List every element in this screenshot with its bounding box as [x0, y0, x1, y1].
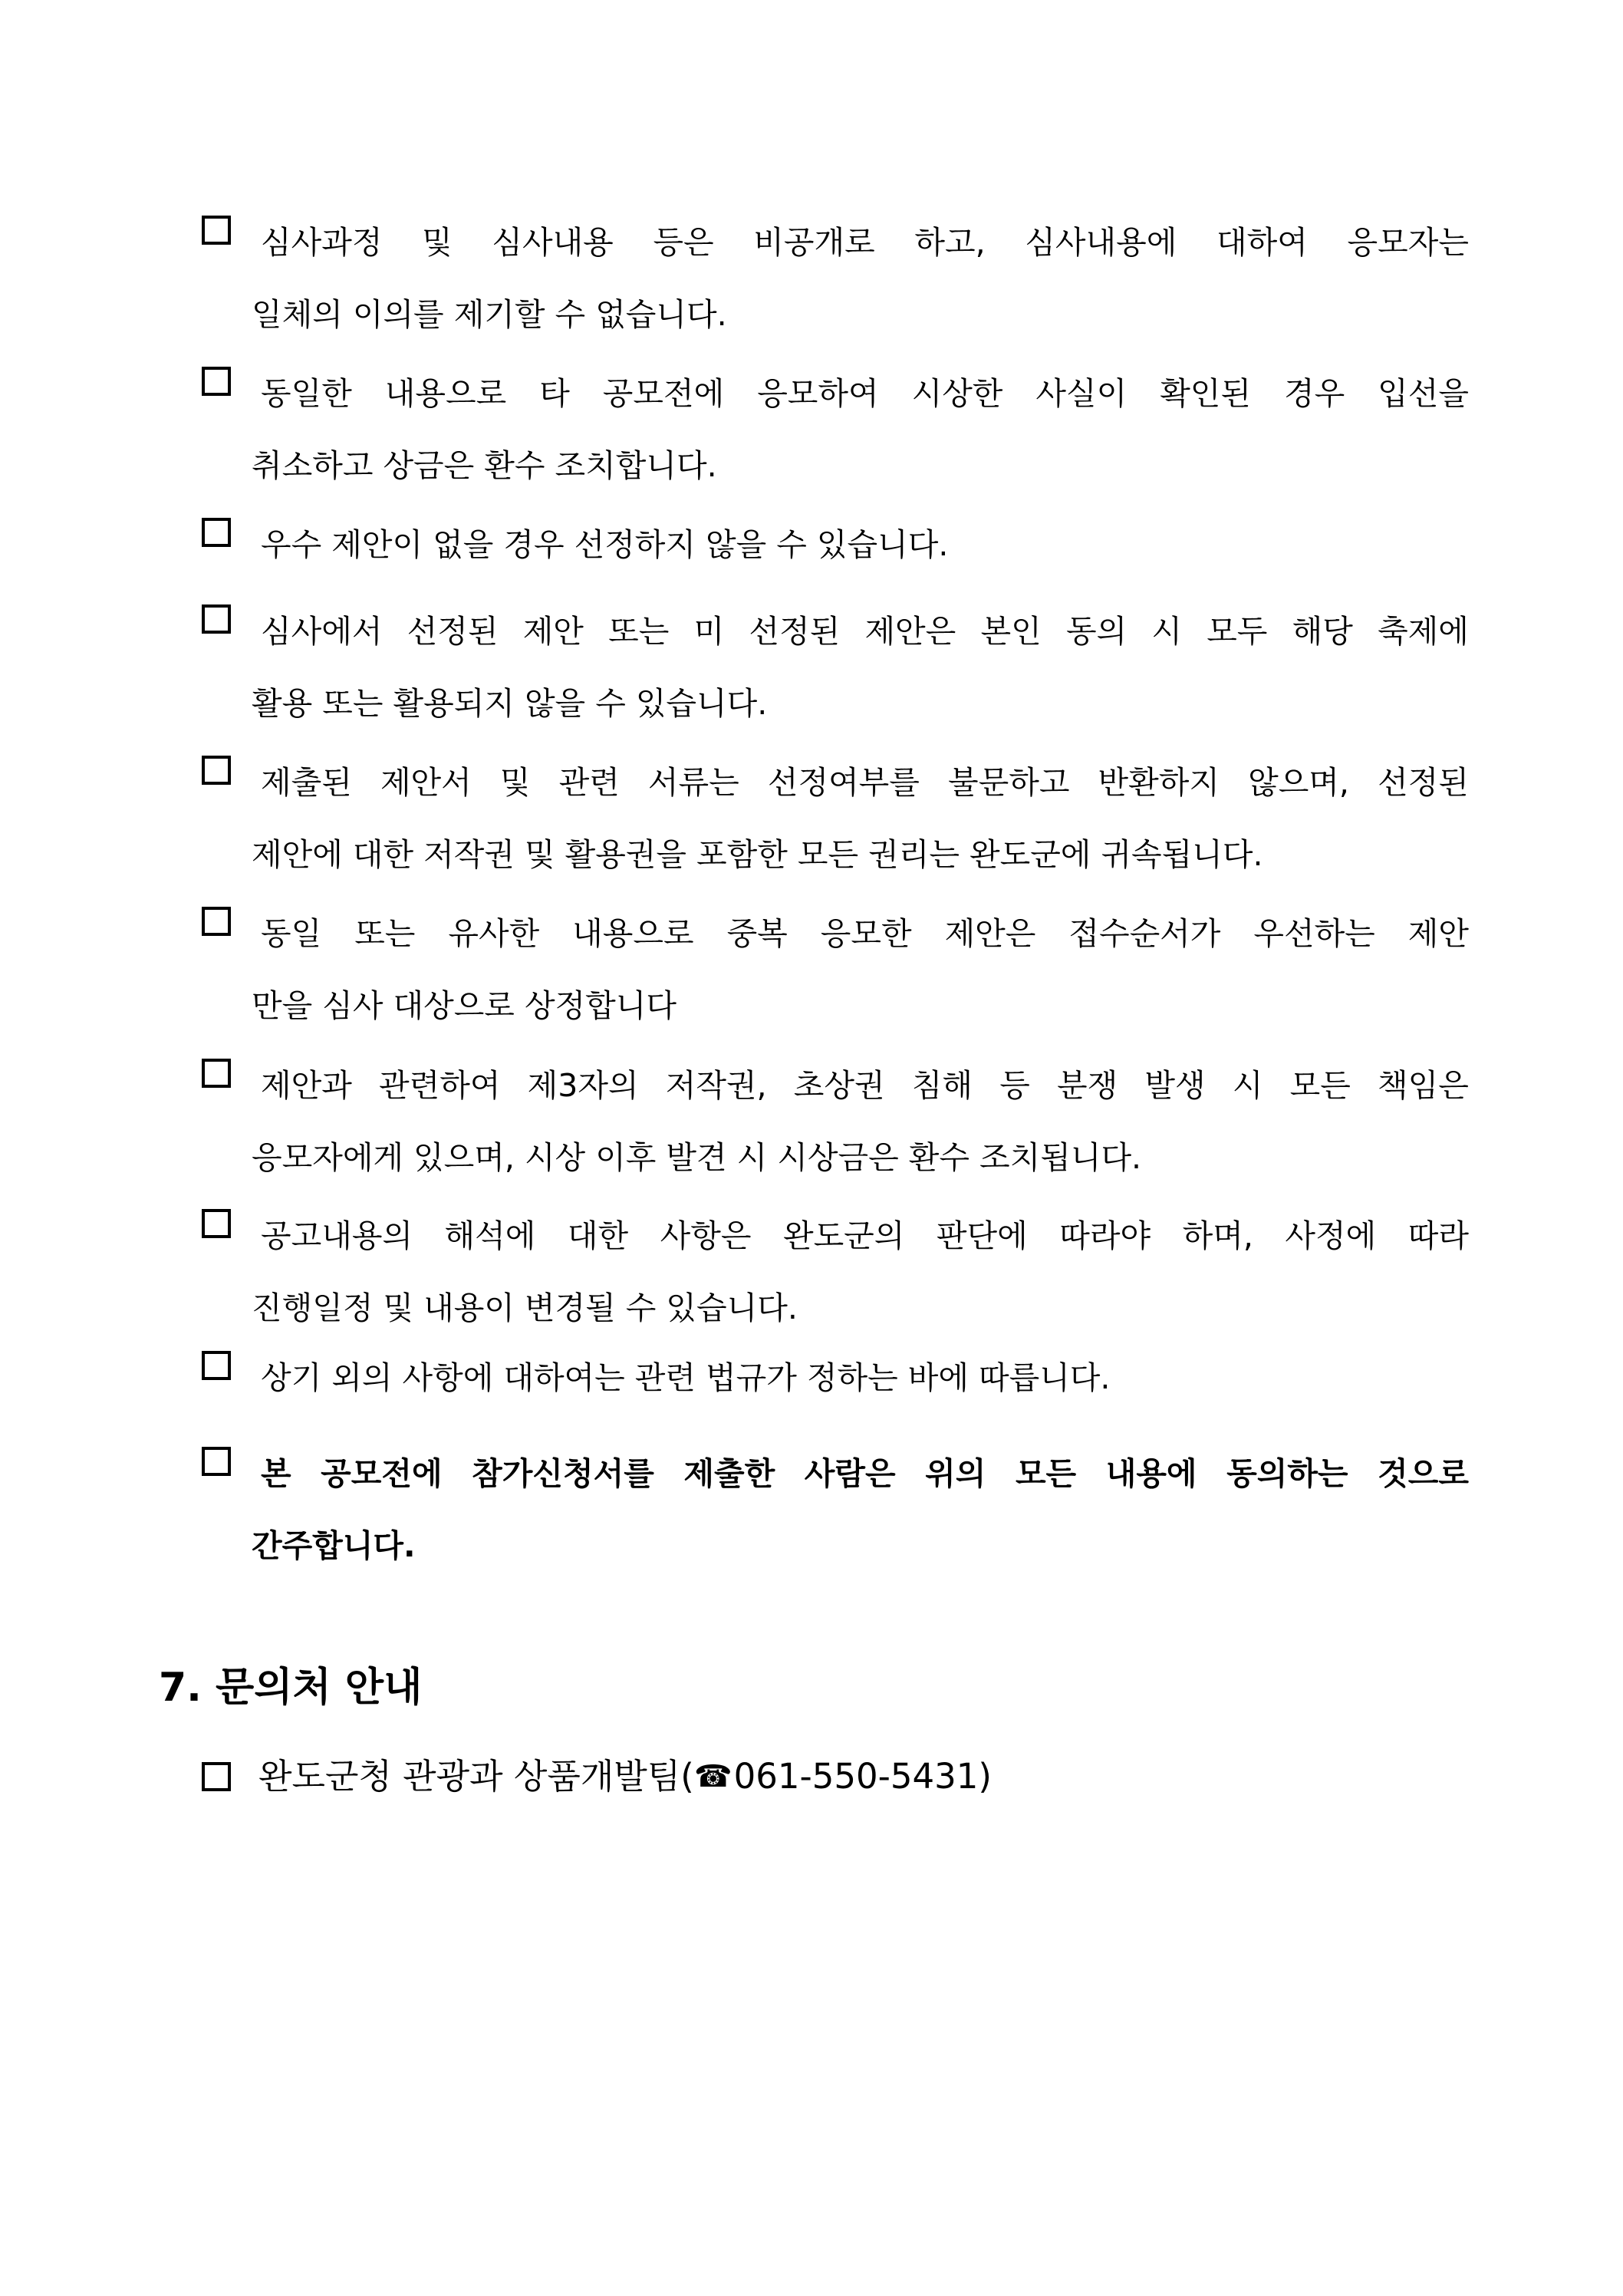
word: 제안은 [864, 613, 956, 650]
word: 및 [499, 764, 531, 801]
checkbox-square-icon [202, 1447, 231, 1476]
word: 공고내용의 [261, 1217, 413, 1254]
word: 하고, [914, 224, 986, 261]
word: 또는 [608, 613, 670, 650]
word: 응모한 [820, 915, 912, 952]
word: 등은 [653, 224, 714, 261]
word: 내용에 [1105, 1455, 1197, 1492]
word: 관련하여 [379, 1067, 501, 1104]
word: 심사내용에 [1025, 224, 1177, 261]
notice-item-text [252, 595, 1469, 740]
word: 선정여부를 [767, 764, 920, 801]
word: 해석에 [444, 1217, 536, 1254]
notice-line-continuation: 만을 심사 대상으로 상정합니다 [252, 987, 677, 1024]
notice-line-first [261, 595, 1469, 667]
notice-line-first [261, 746, 1469, 819]
word: 선정된 [1378, 764, 1469, 801]
word: 분쟁 [1057, 1067, 1118, 1104]
word: 사항은 [660, 1217, 752, 1254]
word: 선정된 [407, 613, 499, 650]
word: 제안은 [944, 915, 1036, 952]
notice-item-text [252, 898, 1469, 1042]
word: 위의 [925, 1455, 986, 1492]
word: 발생 [1144, 1067, 1206, 1104]
word: 판단에 [936, 1217, 1028, 1254]
word: 않으며, [1248, 764, 1349, 801]
checkbox-square-icon [202, 604, 231, 634]
checkbox-square-icon [202, 367, 231, 396]
word: 시 [1232, 1067, 1263, 1104]
word: 것으로 [1378, 1455, 1469, 1492]
notice-line-continuation: 취소하고 상금은 환수 조치합니다. [252, 447, 717, 484]
notice-item-text [252, 746, 1469, 891]
word: 모두 [1207, 613, 1268, 650]
telephone-icon: ☎ [693, 1759, 732, 1794]
word: 사정에 [1285, 1217, 1377, 1254]
word: 중복 [726, 915, 788, 952]
word: 책임은 [1378, 1067, 1469, 1104]
notice-item-text [252, 1200, 1469, 1344]
notice-line-first [261, 898, 1469, 970]
notice-item-text [261, 509, 1469, 581]
word: 동일한 [261, 375, 352, 412]
word: 제안서 [380, 764, 472, 801]
word: 제출된 [261, 764, 352, 801]
word: 저작권, [665, 1067, 767, 1104]
word: 등 [999, 1067, 1030, 1104]
word: 서류는 [647, 764, 739, 801]
word: 동의 [1065, 613, 1128, 650]
notice-item-text [252, 357, 1469, 502]
word: 심사내용 [492, 224, 614, 261]
word: 모든 [1289, 1067, 1351, 1104]
word: 타 [539, 375, 570, 412]
word: 응모하여 [757, 375, 879, 412]
word: 관련 [558, 764, 620, 801]
notice-item-text [252, 1438, 1469, 1582]
word: 반환하지 [1098, 764, 1220, 801]
word: 공모전에 [321, 1455, 443, 1492]
word: 축제에 [1378, 613, 1469, 650]
word: 심사에서 [261, 613, 383, 650]
word: 초상권 [793, 1067, 885, 1104]
word: 제안 [1407, 915, 1469, 952]
checkbox-square-icon [202, 907, 231, 936]
word: 입선을 [1378, 375, 1469, 412]
contact-close-paren: ) [978, 1756, 992, 1797]
notice-line-continuation: 간주합니다. [252, 1527, 416, 1564]
word: 경우 [1283, 375, 1345, 412]
word: 내용으로 [384, 375, 507, 412]
section-heading-contact: 7. 문의처 안내 [159, 1665, 423, 1711]
checkbox-square-icon [202, 216, 231, 245]
word: 확인된 [1160, 375, 1252, 412]
notice-line-first [261, 1438, 1469, 1510]
word: 동의하는 [1226, 1455, 1348, 1492]
word: 대하여 [1216, 224, 1308, 261]
notice-line-first [261, 357, 1469, 430]
word: 따라 [1407, 1217, 1469, 1254]
notice-line-first: 상기 외의 사항에 대하여는 관련 법규가 정하는 바에 따릅니다. [261, 1359, 1111, 1396]
notice-line-first [261, 1049, 1469, 1122]
word: 모든 [1015, 1455, 1077, 1492]
word: 본인 [980, 613, 1042, 650]
word: 제출한 [683, 1455, 775, 1492]
word: 제안 [522, 613, 584, 650]
word: 따라야 [1059, 1217, 1151, 1254]
notice-line-continuation: 일체의 이의를 제기할 수 없습니다. [252, 296, 727, 333]
word: 본 [261, 1455, 291, 1492]
word: 동일 [261, 915, 322, 952]
word: 비공개로 [753, 224, 875, 261]
contact-phone: 061-550-5431 [733, 1756, 979, 1797]
word: 제3자의 [527, 1067, 639, 1104]
word: 선정된 [749, 613, 841, 650]
checkbox-square-icon [202, 1351, 231, 1380]
notice-item-text [252, 1049, 1469, 1194]
notice-line-continuation: 활용 또는 활용되지 않을 수 있습니다. [252, 685, 768, 722]
word: 및 [422, 224, 453, 261]
notice-line-first [261, 206, 1469, 278]
word: 하며, [1182, 1217, 1253, 1254]
notice-line-continuation: 응모자에게 있으며, 시상 이후 발견 시 시상금은 환수 조치됩니다. [252, 1139, 1142, 1176]
word: 응모자는 [1347, 224, 1469, 261]
checkbox-square-icon [202, 518, 231, 547]
checkbox-square-icon [202, 756, 231, 785]
word: 미 [693, 613, 725, 650]
word: 시상한 [911, 375, 1003, 412]
word: 불문하고 [948, 764, 1070, 801]
checkbox-square-icon [202, 1209, 231, 1238]
notice-item-text [261, 1342, 1469, 1414]
word: 참가신청서를 [472, 1455, 654, 1492]
checkbox-square-icon [202, 1059, 231, 1088]
contact-org: 완도군청 관광과 상품개발팀( [258, 1756, 694, 1797]
checkbox-square-icon [202, 1762, 231, 1791]
notice-item-text [252, 206, 1469, 351]
word: 심사과정 [261, 224, 383, 261]
word: 사실이 [1035, 375, 1128, 412]
word: 제안과 [261, 1067, 352, 1104]
notice-line-first [261, 1200, 1469, 1272]
word: 내용으로 [572, 915, 694, 952]
word: 침해 [911, 1067, 973, 1104]
word: 시 [1151, 613, 1182, 650]
notice-line-continuation: 제안에 대한 저작권 및 활용권을 포함한 모든 권리는 완도군에 귀속됩니다. [252, 836, 1263, 873]
word: 유사한 [448, 915, 540, 952]
word: 대한 [567, 1217, 629, 1254]
contact-text [258, 1750, 992, 1804]
word: 완도군의 [782, 1217, 905, 1254]
word: 또는 [354, 915, 416, 952]
word: 해당 [1292, 613, 1353, 650]
notice-line-continuation: 진행일정 및 내용이 변경될 수 있습니다. [252, 1290, 798, 1326]
word: 우선하는 [1253, 915, 1375, 952]
word: 접수순서가 [1068, 915, 1221, 952]
word: 공모전에 [602, 375, 725, 412]
notice-line-first: 우수 제안이 없을 경우 선정하지 않을 수 있습니다. [261, 526, 949, 563]
word: 사람은 [804, 1455, 896, 1492]
